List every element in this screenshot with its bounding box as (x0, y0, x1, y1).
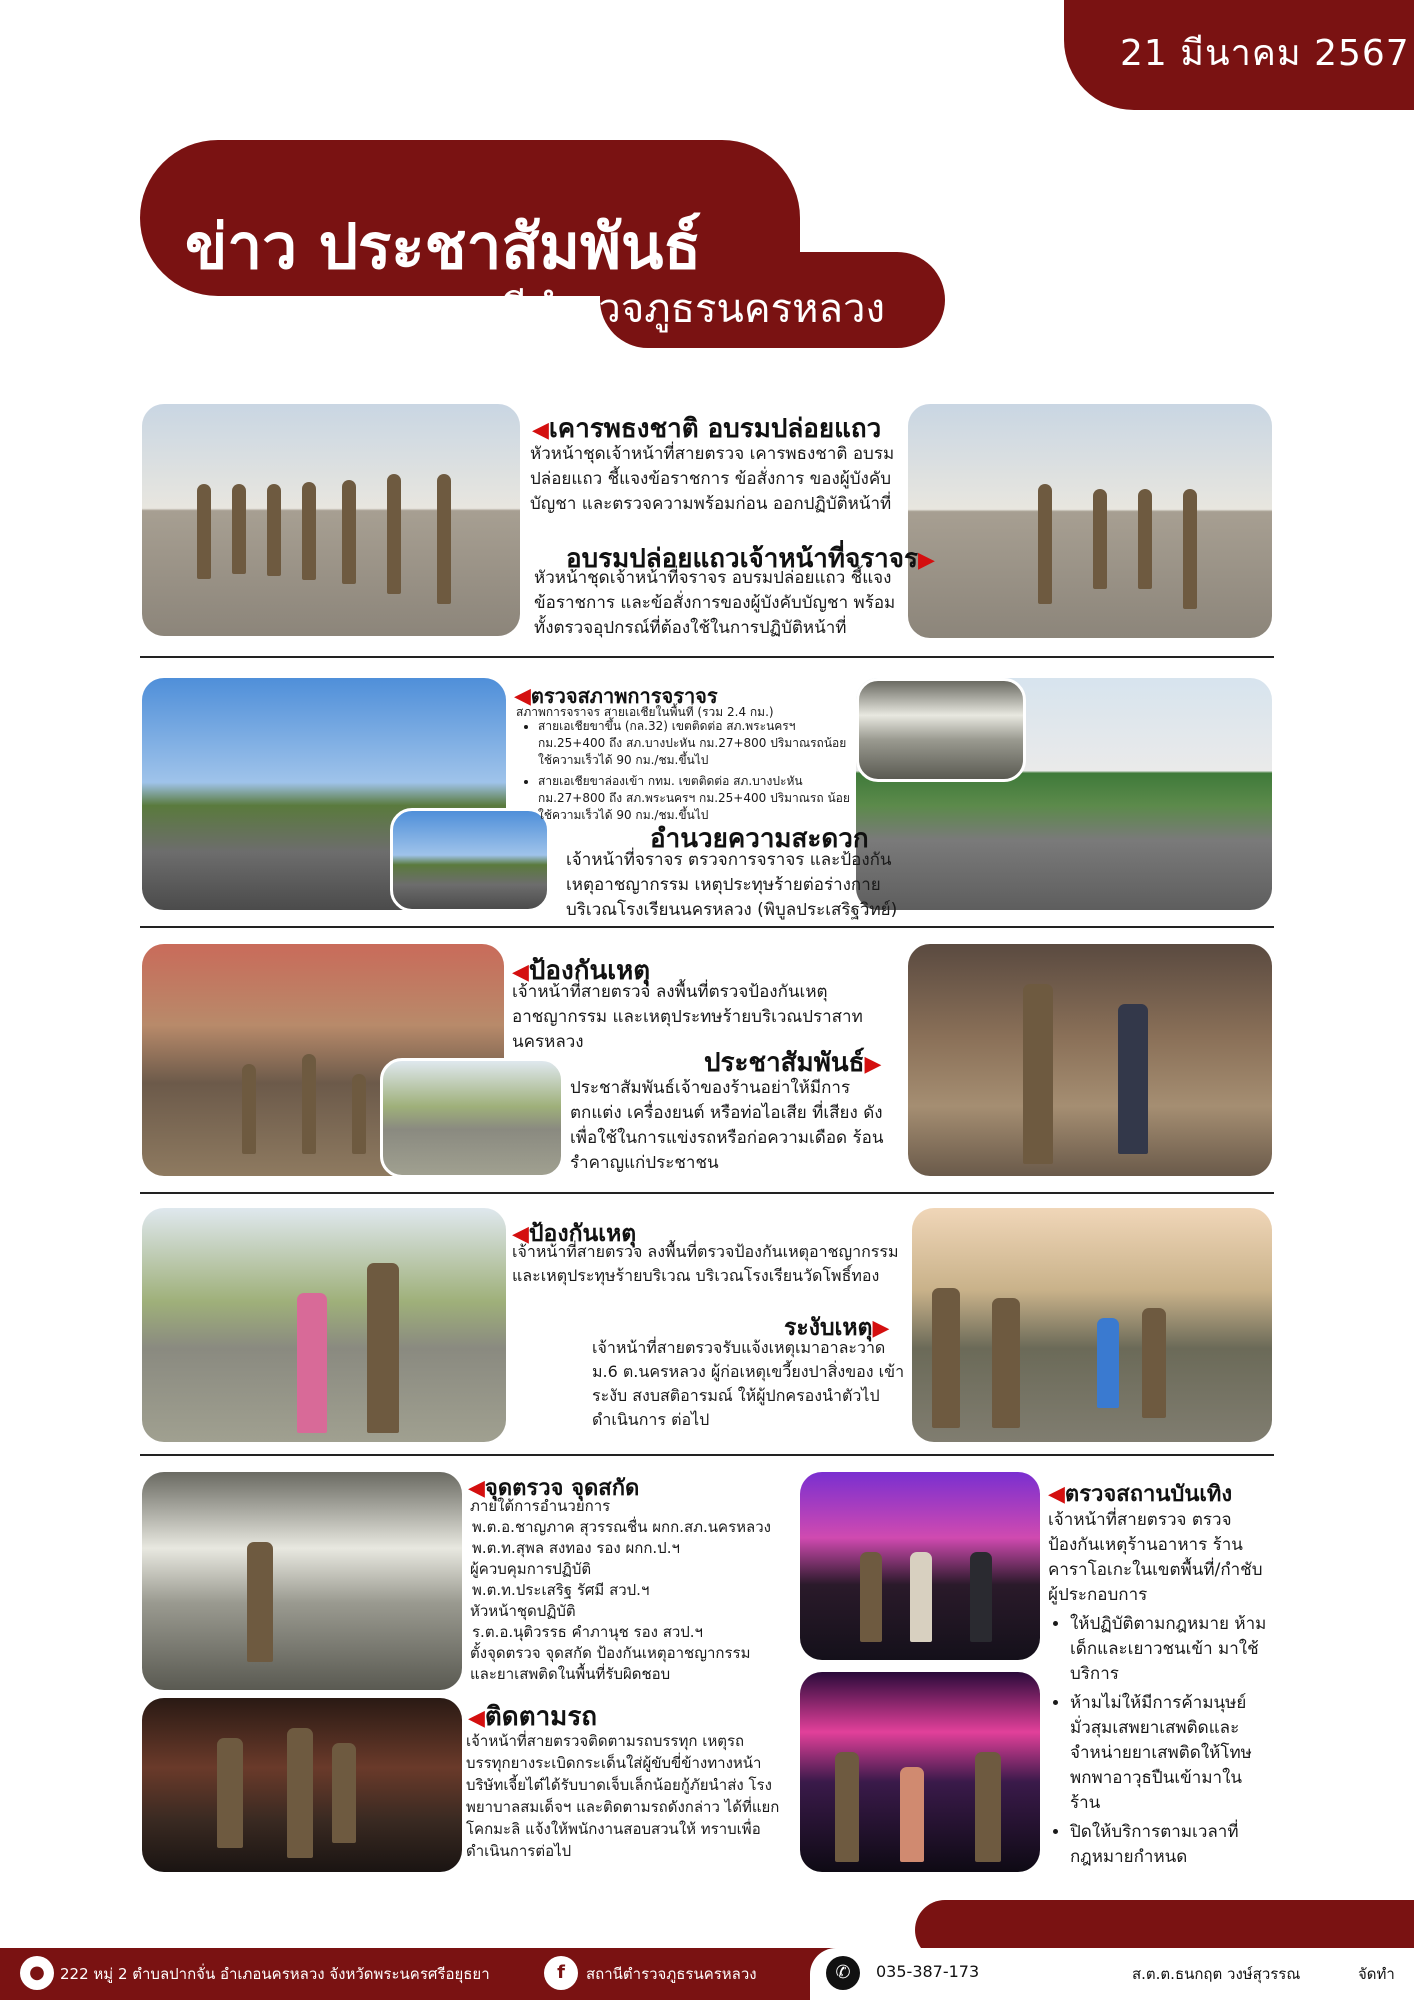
nightlife-bullet: • ปิดให้บริการตามเวลาที่ กฎหมายกำหนด (1070, 1820, 1274, 1870)
heading-traffic-check: ◀ตรวจสภาพการจราจร (514, 684, 718, 709)
footer-author: ส.ต.ต.ธนกฤต วงษ์สุวรรณ (1132, 1965, 1301, 1983)
checkpoint-line: พ.ต.ท.ประเสริฐ รัศมี สวป.ฯ (472, 1581, 650, 1599)
checkpoint-line: ร.ต.อ.นุติวรรธ คำภานุช รอง สวป.ฯ (472, 1623, 703, 1641)
nightlife-bullet: • ให้ปฏิบัติตามกฎหมาย ห้ามเด็กและเยาวชนเข้า มาใช้บริการ (1070, 1612, 1274, 1687)
photo-school-road-inset (856, 678, 1026, 782)
photo-flag-ceremony (142, 404, 520, 636)
heading-prevention-1: ◀ป้องกันเหตุ (512, 956, 651, 986)
footer-facebook[interactable]: สถานีตำรวจภูธรนครหลวง (586, 1965, 757, 1983)
body-convenience: เจ้าหน้าที่จราจร ตรวจการจราจร และป้องกัน เหตุอาชญากรรม เหตุประทุษร้ายต่อร่างกาย บริเวณโรงเรียนนครหลวง (พิบูลประเสริฐวิทย์) (566, 850, 898, 920)
photo-traffic-briefing (908, 404, 1272, 638)
triangle-left-icon: ◀ (512, 960, 529, 985)
triangle-left-icon: ◀ (468, 1476, 485, 1501)
photo-karaoke-2 (800, 1672, 1040, 1872)
photo-vehicle-tracking (142, 1698, 462, 1872)
triangle-right-icon: ▶ (917, 548, 935, 573)
heading-convenience: อำนวยความสะดวก (650, 824, 869, 854)
heading-public-relations: ประชาสัมพันธ์▶ (704, 1048, 882, 1078)
triangle-left-icon: ◀ (512, 1222, 529, 1247)
checkpoint-line: ตั้งจุดตรวจ จุดสกัด ป้องกันเหตุอาชญากรรม (470, 1644, 751, 1662)
page-subtitle: สถานีตำรวจภูธรนครหลวง (430, 286, 885, 332)
heading-flag-ceremony: ◀เคารพธงชาติ อบรมปล่อยแถว (532, 414, 882, 444)
footer-phone[interactable]: 035-387-173 (876, 1962, 980, 1981)
heading-nightlife-check: ◀ตรวจสถานบันเทิง (1048, 1482, 1233, 1507)
body-vehicle-tracking: เจ้าหน้าที่สายตรวจติดตามรถบรรทุก เหตุรถ บรรทุกยางระเบิดกระเด็นใส่ผู้ขับขี่ข้างทางหน้า บริษัทเจี้ยไต๋ได้รับบาดเจ็บเล็กน้อยกู้ภัยนำส่ง โรงพยาบาลสมเด็จฯ และติดตามรถดังกล่าว ได้ที่แยกโคกมะลิ แจ้งให้พนักงานสอบสวนให้ ทราบเพื่อดำเนินการต่อไป (466, 1732, 780, 1860)
triangle-left-icon: ◀ (468, 1706, 485, 1731)
checkpoint-line: และยาเสพติดในพื้นที่รับผิดชอบ (470, 1665, 671, 1683)
body-public-relations: ประชาสัมพันธ์เจ้าของร้านอย่าให้มีการ ตกแต่ง เครื่องยนต์ หรือท่อไอเสีย ที่เสียง ดังเพื่อใช้ในการแข่งรถหรือก่อความเดือด ร้อนรำคาญแก่ประชาชน (570, 1078, 884, 1173)
facebook-icon[interactable]: f (544, 1956, 578, 1990)
nightlife-bullets (1048, 1612, 1274, 1874)
body-prevention-1: เจ้าหน้าที่สายตรวจ ลงพื้นที่ตรวจป้องกันเหตุ อาชญากรรม และเหตุประทษร้ายบริเวณปราสาท นครหลวง (512, 982, 863, 1052)
checkpoint-lines (470, 1496, 806, 1685)
body-nightlife-check: เจ้าหน้าที่สายตรวจ ตรวจ ป้องกันเหตุร้านอาหาร ร้าน คาราโอเกะในเขตพื้นที่/กำชับ ผู้ประกอบการ (1048, 1510, 1263, 1605)
nightlife-bullet: • ห้ามไม่ให้มีการค้ามนุษย์ มั่วสุมเสพยาเสพติดและ จำหน่ายยาเสพติดให้โทษ พกพาอาวุธปืนเข้ามาใน ร้าน (1070, 1691, 1274, 1816)
date-text: 21 มีนาคม 2567 (1120, 33, 1410, 74)
footer-author-role: จัดทำ (1358, 1965, 1395, 1983)
photo-disturbance (912, 1208, 1272, 1442)
traffic-bullet: • สายเอเชียขาขึ้น (กล.32) เขตติดต่อ สภ.พระนครฯ กม.25+400 ถึง สภ.บางปะหัน กม.27+800 ปริมาณรถน้อยใช้ความเร็วได้ 90 กม./ชม.ขึ้นไป (538, 718, 856, 769)
page-title: ข่าว ประชาสัมพันธ์ (185, 210, 702, 283)
heading-incident: ระงับเหตุ▶ (784, 1315, 890, 1341)
body-flag-ceremony: หัวหน้าชุดเจ้าหน้าที่สายตรวจ เคารพธงชาติ อบรมปล่อยแถว ชี้แจงข้อราชการ ข้อสั่งการ ของผู้บังคับบัญชา และตรวจความพร้อมก่อน ออกปฏิบัติหน้าที่ (530, 444, 895, 514)
heading-vehicle-tracking: ◀ติดตามรถ (468, 1702, 598, 1732)
triangle-right-icon: ▶ (864, 1052, 882, 1077)
body-prevention-2: เจ้าหน้าที่สายตรวจ ลงพื้นที่ตรวจป้องกันเหตุอาชญากรรม และเหตุประทุษร้ายบริเวณ บริเวณโรงเรียนวัดโพธิ์ทอง (512, 1242, 899, 1285)
triangle-right-icon: ▶ (872, 1316, 890, 1341)
traffic-bullet: • สายเอเชียขาล่องเข้า กทม. เขตติดต่อ สภ.บางปะหัน กม.27+800 ถึง สภ.พระนครฯ กม.25+400 ปริมาณรถ น้อยใช้ความเร็วได้ 90 กม./ชม.ขึ้นไป (538, 773, 856, 824)
phone-icon[interactable]: ✆ (826, 1956, 860, 1990)
triangle-left-icon: ◀ (532, 418, 549, 443)
checkpoint-line: พ.ต.อ.ชาญภาค สุวรรณชื่น ผกก.สภ.นครหลวง (472, 1518, 771, 1536)
triangle-left-icon: ◀ (514, 684, 531, 709)
checkpoint-line: หัวหน้าชุดปฏิบัติ (470, 1602, 576, 1620)
section-divider (140, 926, 1274, 928)
traffic-bullets (516, 718, 856, 828)
traffic-note: สภาพการจราจร สายเอเชียในพื้นที่ (รวม 2.4 กม.) (516, 705, 774, 719)
section-divider (140, 1454, 1274, 1456)
footer-address: 222 หมู่ 2 ตำบลปากจั่น อำเภอนครหลวง จังหวัดพระนครศรีอยุธยา (60, 1965, 490, 1983)
triangle-left-icon: ◀ (1048, 1482, 1065, 1507)
checkpoint-line: ผู้ควบคุมการปฏิบัติ (470, 1560, 592, 1578)
photo-school-patrol (142, 1208, 506, 1442)
photo-temple-inset (380, 1058, 564, 1178)
heading-prevention-2: ◀ป้องกันเหตุ (512, 1221, 637, 1247)
body-incident: เจ้าหน้าที่สายตรวจรับแจ้งเหตุเมาอาละวาด ม.6 ต.นครหลวง ผู้ก่อเหตุเขวี้ยงปาสิ่งของ เข้าระงับ สงบสติอารมณ์ ให้ผู้ปกครองนำตัวไปดำเนินการ ต่อไป (592, 1338, 905, 1429)
photo-motorcycle-shop (908, 944, 1272, 1176)
section-divider (140, 656, 1274, 658)
heading-checkpoint: ◀จุดตรวจ จุดสกัด (468, 1476, 640, 1501)
checkpoint-line: ภายใต้การอำนวยการ (470, 1497, 611, 1515)
photo-karaoke-1 (800, 1472, 1040, 1660)
heading-traffic-briefing: อบรมปล่อยแถวเจ้าหน้าที่จราจร▶ (566, 544, 935, 574)
photo-checkpoint (142, 1472, 462, 1690)
body-traffic-briefing: หัวหน้าชุดเจ้าหน้าที่จราจร อบรมปล่อยแถว ชี้แจงข้อราชการ และข้อสั่งการของผู้บังคับบัญชา พร้อมทั้งตรวจอุปกรณ์ที่ต้องใช้ในการปฏิบัติหน้าที่ (534, 568, 896, 638)
section-divider (140, 1192, 1274, 1194)
checkpoint-line: พ.ต.ท.สุพล สงทอง รอง ผกก.ป.ฯ (472, 1539, 680, 1557)
location-icon: ● (20, 1956, 54, 1990)
